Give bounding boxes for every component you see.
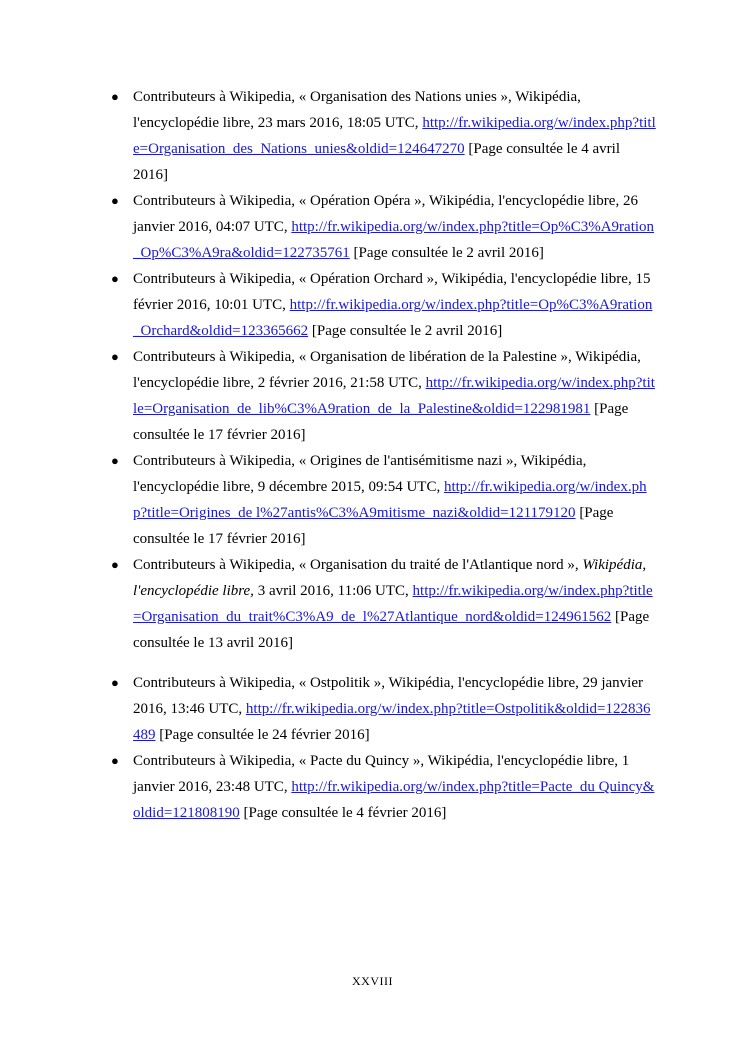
reference-lead: Contributeurs à Wikipedia, « Origines de l'antisémitisme nazi », Wikipédia, l'encyclopédie libre bbox=[133, 453, 587, 495]
reference-lead: Contributeurs à Wikipedia, « Organisation du traité de l'Atlantique nord », bbox=[133, 557, 583, 573]
reference-lead: Contributeurs à Wikipedia, « Organisation de libération de la Palestine », Wikipédia, l'encyclopédie libre bbox=[133, 349, 641, 391]
reference-lead: Contributeurs à Wikipedia, « Opération Orchard », Wikipédia, l'encyclopédie libre bbox=[133, 271, 628, 287]
reference-consulted: [Page consultée le 4 avril 2016] bbox=[133, 141, 620, 183]
reference-date: , 15 février 2016, 10:01 UTC, bbox=[133, 271, 651, 313]
reference-date: , 26 janvier 2016, 04:07 UTC, bbox=[133, 193, 638, 235]
reference-link[interactable]: http://fr.wikipedia.org/w/index.php?title=Ostpolitik&oldid=122836489 bbox=[133, 701, 651, 743]
reference-consulted: [Page consultée le 13 avril 2016] bbox=[133, 609, 650, 651]
reference-item bbox=[111, 448, 656, 552]
reference-consulted: [Page consultée le 4 février 2016] bbox=[239, 805, 447, 821]
reference-link[interactable]: http://fr.wikipedia.org/w/index.php?title=Organisation_du_trait%C3%A9_de_l%27Atlantique_nord&oldid=124961562 bbox=[133, 583, 653, 625]
reference-lead: Contributeurs à Wikipedia, « Opération Opéra », Wikipédia, l'encyclopédie libre bbox=[133, 193, 616, 209]
reference-item bbox=[111, 188, 656, 266]
reference-consulted: [Page consultée le 17 février 2016] bbox=[133, 401, 629, 443]
reference-link[interactable]: http://fr.wikipedia.org/w/index.php?title=Op%C3%A9ration_Orchard&oldid=123365662 bbox=[133, 297, 653, 339]
reference-date: , 2 février 2016, 21:58 UTC, bbox=[250, 375, 426, 391]
reference-item bbox=[111, 670, 656, 748]
bullet-icon: ● bbox=[111, 193, 119, 208]
reference-consulted: [Page consultée le 2 avril 2016] bbox=[349, 245, 544, 261]
bullet-icon: ● bbox=[111, 89, 119, 104]
bullet-icon: ● bbox=[111, 753, 119, 768]
reference-date: , 9 décembre 2015, 09:54 UTC, bbox=[250, 479, 444, 495]
reference-link[interactable]: http://fr.wikipedia.org/w/index.php?title=Organisation_de_lib%C3%A9ration_de_la_Palestine&oldid=122981981 bbox=[133, 375, 655, 417]
reference-consulted: [Page consultée le 17 février 2016] bbox=[133, 505, 614, 547]
reference-item bbox=[111, 84, 656, 188]
reference-list bbox=[111, 84, 656, 826]
reference-link[interactable]: http://fr.wikipedia.org/w/index.php?title=Op%C3%A9ration_Op%C3%A9ra&oldid=122735761 bbox=[133, 219, 655, 261]
reference-item bbox=[111, 266, 656, 344]
reference-date: 3 avril 2016, 11:06 UTC, bbox=[253, 583, 413, 599]
page-number: XXVIII bbox=[352, 974, 393, 988]
bullet-icon: ● bbox=[111, 675, 119, 690]
bullet-icon: ● bbox=[111, 349, 119, 364]
reference-consulted: [Page consultée le 2 avril 2016] bbox=[308, 323, 503, 339]
reference-consulted: [Page consultée le 24 février 2016] bbox=[155, 727, 370, 743]
reference-lead: Contributeurs à Wikipedia, « Pacte du Quincy », Wikipédia, l'encyclopédie libre bbox=[133, 753, 615, 769]
reference-date: , 1 janvier 2016, 23:48 UTC, bbox=[133, 753, 630, 795]
reference-date: , 23 mars 2016, 18:05 UTC, bbox=[250, 115, 423, 131]
bullet-icon: ● bbox=[111, 271, 119, 286]
reference-lead: Contributeurs à Wikipedia, « Ostpolitik », Wikipédia, l'encyclopédie libre bbox=[133, 675, 576, 691]
reference-date: , 29 janvier 2016, 13:46 UTC, bbox=[133, 675, 644, 717]
reference-link[interactable]: http://fr.wikipedia.org/w/index.php?title=Pacte_du Quincy&oldid=121808190 bbox=[133, 779, 655, 821]
bullet-icon: ● bbox=[111, 453, 119, 468]
reference-link[interactable]: http://fr.wikipedia.org/w/index.php?title=Origines_de l%27antis%C3%A9mitisme_nazi&oldid=121179120 bbox=[133, 479, 647, 521]
bullet-icon: ● bbox=[111, 557, 119, 572]
reference-italic: Wikipédia, l'encyclopédie libre, bbox=[133, 557, 647, 599]
reference-item bbox=[111, 344, 656, 448]
reference-lead: Contributeurs à Wikipedia, « Organisation des Nations unies », Wikipédia, l'encyclopédie libre bbox=[133, 89, 581, 131]
reference-item bbox=[111, 552, 656, 656]
reference-link[interactable]: http://fr.wikipedia.org/w/index.php?title=Organisation_des_Nations_unies&oldid=124647270 bbox=[133, 115, 656, 157]
reference-item bbox=[111, 748, 656, 826]
